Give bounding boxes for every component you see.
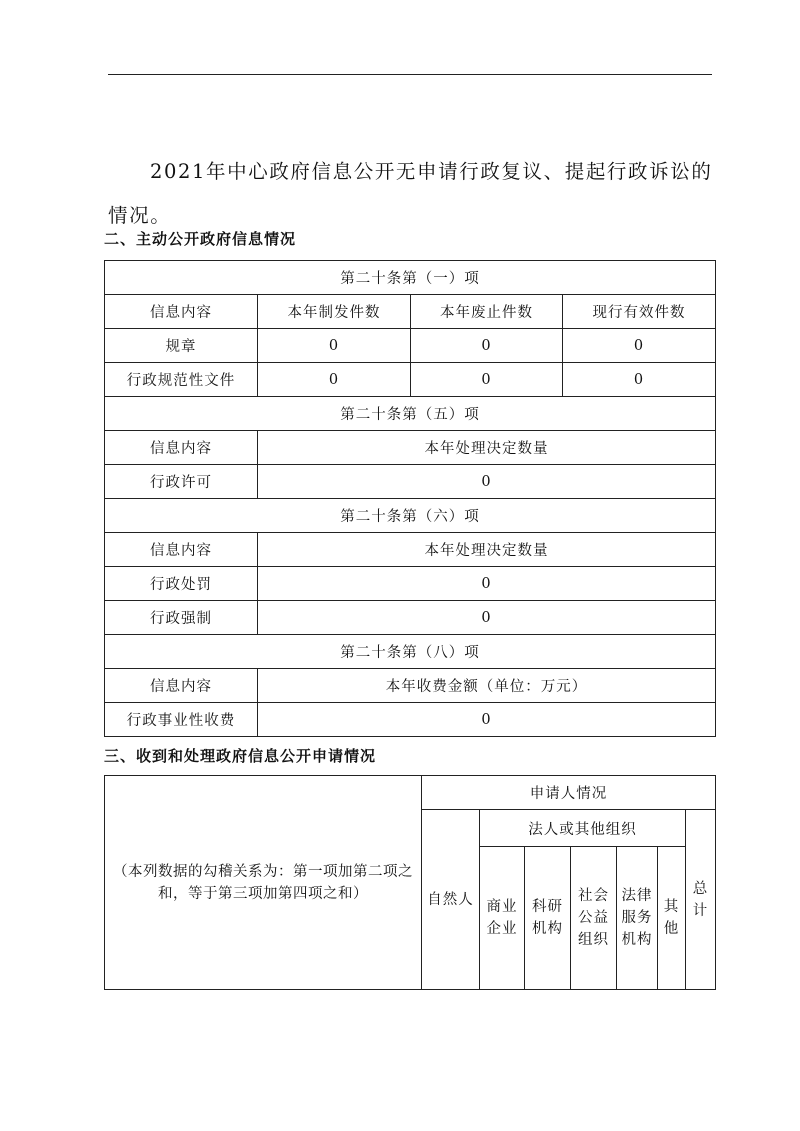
header-cell: 信息内容 <box>105 295 258 329</box>
header-cell: 信息内容 <box>105 431 258 465</box>
row-label: 规章 <box>105 329 258 363</box>
table-row <box>105 261 716 295</box>
org-header-public-welfare: 社会公益组织 <box>571 847 617 990</box>
table-cell: 0 <box>411 363 563 397</box>
article-8-title: 第二十条第（八）项 <box>105 635 716 669</box>
article-1-title: 第二十条第（一）项 <box>105 261 716 295</box>
table-cell: 0 <box>563 363 716 397</box>
org-header-business: 商业企业 <box>480 847 525 990</box>
table-cell: 0 <box>563 329 716 363</box>
table-row <box>105 533 716 567</box>
table-cell: 0 <box>258 363 411 397</box>
application-table <box>104 775 716 990</box>
legal-group-header: 法人或其他组织 <box>480 810 686 847</box>
table-row <box>105 465 716 499</box>
natural-person-header: 自然人 <box>422 810 480 990</box>
total-header: 总计 <box>686 810 716 990</box>
header-cell: 信息内容 <box>105 669 258 703</box>
row-label: 行政事业性收费 <box>105 703 258 737</box>
header-cell: 信息内容 <box>105 533 258 567</box>
header-cell: 现行有效件数 <box>563 295 716 329</box>
intro-paragraph: 2021年中心政府信息公开无申请行政复议、提起行政诉讼的情况。 <box>108 160 713 227</box>
article-6-title: 第二十条第（六）项 <box>105 499 716 533</box>
section2-heading: 二、主动公开政府信息情况 <box>104 230 297 248</box>
table-row <box>105 363 716 397</box>
table-cell: 0 <box>258 601 716 635</box>
article-5-title: 第二十条第（五）项 <box>105 397 716 431</box>
org-header-research: 科研机构 <box>525 847 571 990</box>
table-cell: 0 <box>258 329 411 363</box>
header-rule <box>108 74 712 75</box>
table-row <box>105 703 716 737</box>
row-label: 行政处罚 <box>105 567 258 601</box>
org-header-legal-service: 法律服务机构 <box>617 847 658 990</box>
table-cell: 0 <box>411 329 563 363</box>
section3-heading: 三、收到和处理政府信息公开申请情况 <box>104 747 377 765</box>
table-row <box>105 499 716 533</box>
table-row <box>105 397 716 431</box>
table-cell: 0 <box>258 703 716 737</box>
header-cell: 本年废止件数 <box>411 295 563 329</box>
row-label: 行政规范性文件 <box>105 363 258 397</box>
table-row <box>105 567 716 601</box>
ledger-note: （本列数据的勾稽关系为：第一项加第二项之和，等于第三项加第四项之和） <box>105 776 422 990</box>
table-row <box>105 329 716 363</box>
table-row <box>105 431 716 465</box>
table-cell: 0 <box>258 465 716 499</box>
header-cell: 本年收费金额（单位：万元） <box>258 669 716 703</box>
table-row <box>105 601 716 635</box>
header-cell: 本年制发件数 <box>258 295 411 329</box>
table-cell: 0 <box>258 567 716 601</box>
org-header-other: 其他 <box>658 847 686 990</box>
row-label: 行政强制 <box>105 601 258 635</box>
proactive-disclosure-table <box>104 260 716 737</box>
table-row <box>105 295 716 329</box>
applicant-header: 申请人情况 <box>422 776 716 810</box>
table-row <box>105 635 716 669</box>
table-row <box>105 669 716 703</box>
header-cell: 本年处理决定数量 <box>258 431 716 465</box>
row-label: 行政许可 <box>105 465 258 499</box>
table-row <box>105 776 716 810</box>
header-cell: 本年处理决定数量 <box>258 533 716 567</box>
